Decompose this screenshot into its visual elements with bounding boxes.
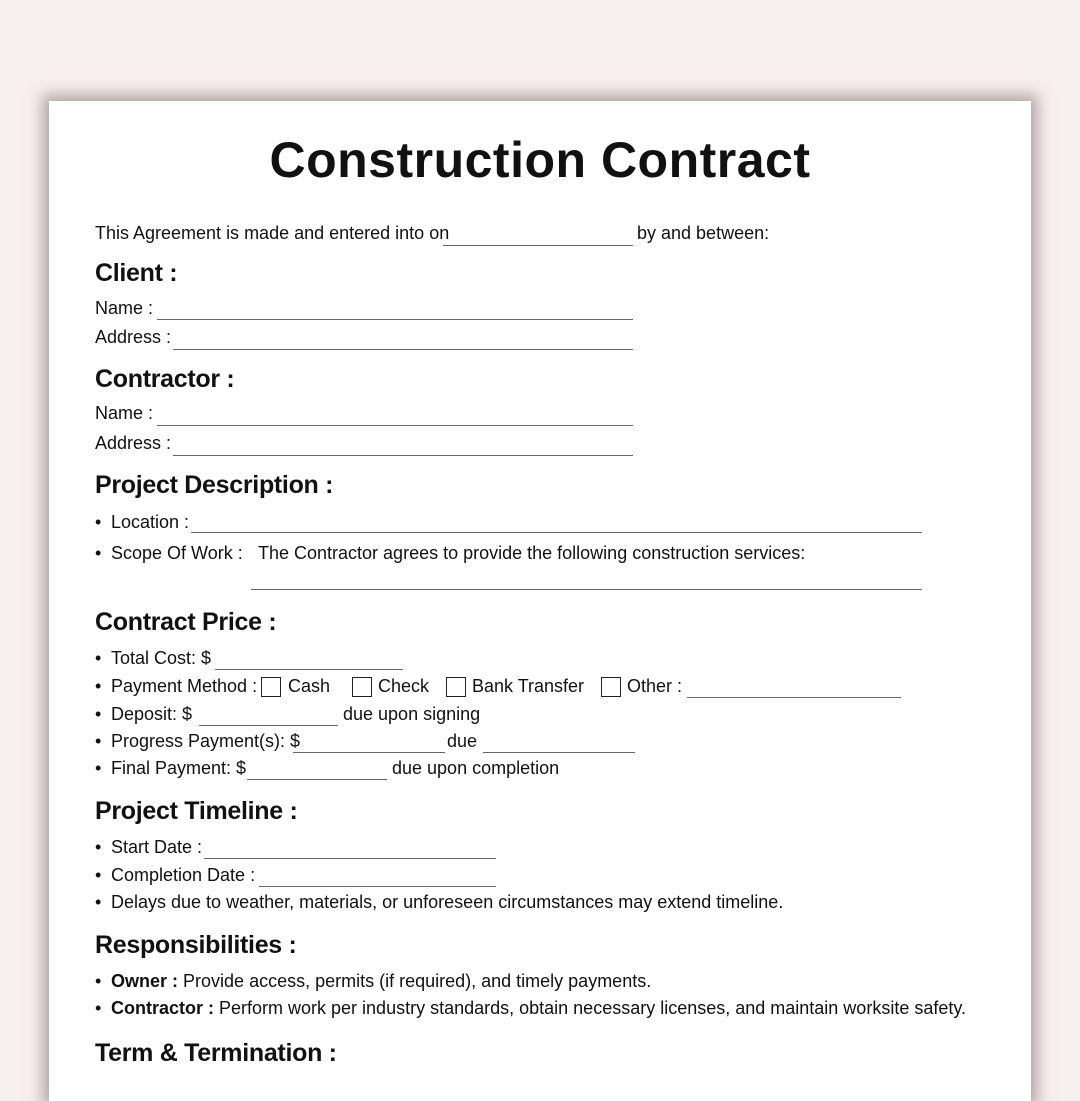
progress-payment-label: Progress Payment(s): $ [111,731,301,751]
final-payment-suffix: due upon completion [392,758,560,778]
scope-field[interactable] [251,589,922,590]
intro-before-text: This Agreement is made and entered into on [95,223,450,243]
bullet-icon: • [95,865,102,885]
final-payment-row [95,757,246,779]
client-heading: Client : [95,259,178,287]
contractor-address-field[interactable] [173,455,633,456]
progress-due-text: due [447,731,478,751]
bullet-icon: • [95,998,102,1018]
bullet-icon: • [95,543,102,563]
contractor-address-label: Address : [95,433,172,453]
contractor-name-label: Name : [95,403,154,423]
bank-transfer-option-label: Bank Transfer [472,676,585,696]
contractor-name-field[interactable] [157,425,633,426]
contract-page [49,101,1031,1101]
cash-option-label: Cash [288,676,331,696]
final-payment-field[interactable] [247,779,387,780]
cash-checkbox[interactable] [261,677,281,697]
start-date-label: Start Date : [111,837,203,857]
document-title: Construction Contract [269,132,811,188]
total-cost-row [95,647,211,669]
location-label: Location : [111,512,190,532]
delays-row [95,891,783,913]
responsibilities-heading: Responsibilities : [95,931,297,959]
deposit-label: Deposit: $ [111,704,193,724]
scope-label: Scope Of Work : [111,543,243,563]
deposit-field[interactable] [199,725,338,726]
agreement-date-field[interactable] [443,245,633,246]
bullet-icon: • [95,731,102,751]
total-cost-field[interactable] [215,669,403,670]
scope-row [95,542,243,564]
final-payment-label: Final Payment: $ [111,758,247,778]
deposit-row [95,703,192,725]
location-field[interactable] [191,532,922,533]
start-date-field[interactable] [204,858,496,859]
location-row [95,511,189,533]
start-date-row [95,836,202,858]
client-address-field[interactable] [173,349,633,350]
other-checkbox[interactable] [601,677,621,697]
completion-date-field[interactable] [259,886,496,887]
check-option-label: Check [378,676,430,696]
intro-line [95,222,449,244]
term-termination-heading: Term & Termination : [95,1039,337,1067]
bullet-icon: • [95,512,102,532]
bullet-icon: • [95,648,102,668]
intro-after-text: by and between: [637,223,770,243]
contract-price-heading: Contract Price : [95,608,277,636]
owner-label: Owner : [111,971,179,991]
other-option-label: Other : [627,676,683,696]
payment-method-label: Payment Method : [111,676,258,696]
contractor-responsibility-row [95,997,966,1019]
bank-transfer-checkbox[interactable] [446,677,466,697]
bullet-icon: • [95,676,102,696]
deposit-suffix: due upon signing [343,704,481,724]
owner-responsibility-row [95,970,651,992]
bullet-icon: • [95,758,102,778]
project-timeline-heading: Project Timeline : [95,797,298,825]
client-address-label: Address : [95,327,172,347]
other-method-field[interactable] [687,697,901,698]
scope-text: The Contractor agrees to provide the following construction services: [258,543,806,563]
contractor-text: Perform work per industry standards, obtain necessary licenses, and maintain worksite safety. [219,998,967,1018]
project-description-heading: Project Description : [95,471,334,499]
delays-text: Delays due to weather, materials, or unforeseen circumstances may extend timeline. [111,892,784,912]
bullet-icon: • [95,892,102,912]
bullet-icon: • [95,837,102,857]
total-cost-label: Total Cost: $ [111,648,212,668]
client-name-label: Name : [95,298,154,318]
check-checkbox[interactable] [352,677,372,697]
owner-text: Provide access, permits (if required), and timely payments. [183,971,652,991]
progress-payment-row [95,730,300,752]
contractor-label: Contractor : [111,998,214,1018]
completion-date-label: Completion Date : [111,865,256,885]
completion-date-row [95,864,255,886]
bullet-icon: • [95,971,102,991]
progress-due-field[interactable] [483,752,635,753]
progress-amount-field[interactable] [293,752,445,753]
client-name-field[interactable] [157,319,633,320]
payment-method-row [95,675,257,697]
contractor-heading: Contractor : [95,365,235,393]
bullet-icon: • [95,704,102,724]
